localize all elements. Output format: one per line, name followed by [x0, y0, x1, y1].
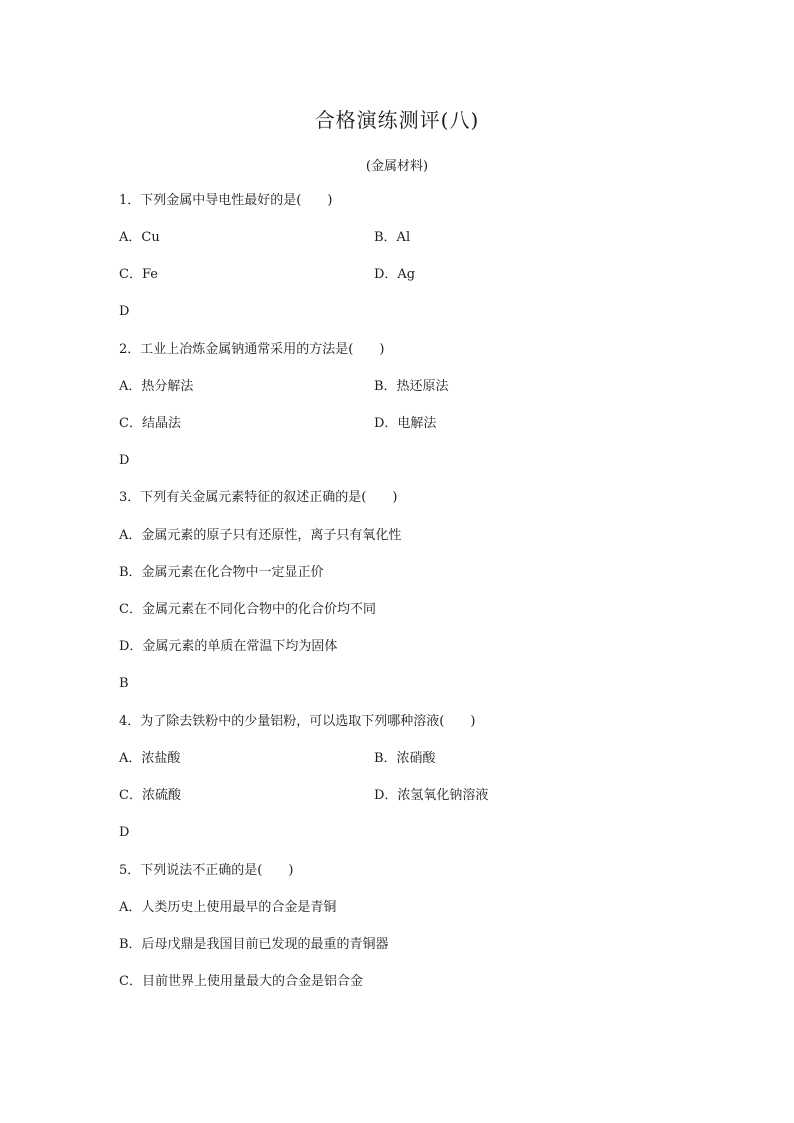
question-3-option-a: A．金属元素的原子只有还原性，离子只有氧化性 — [119, 528, 402, 543]
question-4-option-b: B．浓硝酸 — [374, 751, 436, 766]
question-4-answer: D — [119, 825, 130, 840]
question-3-answer: B — [119, 676, 129, 691]
question-2-answer: D — [119, 453, 130, 468]
page-title: 合格演练测评(八) — [314, 108, 480, 132]
question-1-option-b: B．Al — [374, 230, 411, 245]
question-2-stem: 2．工业上冶炼金属钠通常采用的方法是( ) — [119, 342, 385, 357]
question-2-option-c: C．结晶法 — [119, 416, 181, 431]
question-5-option-b: B．后母戊鼎是我国目前已发现的最重的青铜器 — [119, 937, 389, 952]
question-4-option-c: C．浓硫酸 — [119, 788, 181, 803]
question-1-answer: D — [119, 304, 130, 319]
question-1-option-a: A．Cu — [119, 230, 160, 245]
question-4-option-a: A．浓盐酸 — [119, 751, 181, 766]
question-5-stem: 5．下列说法不正确的是( ) — [119, 863, 294, 878]
question-1-stem: 1．下列金属中导电性最好的是( ) — [119, 193, 333, 208]
page-subtitle: (金属材料) — [365, 159, 429, 174]
question-1-option-d: D．Ag — [374, 267, 416, 282]
question-2-option-d: D．电解法 — [374, 416, 437, 431]
question-2-option-b: B．热还原法 — [374, 379, 449, 394]
question-4-stem: 4．为了除去铁粉中的少量铝粉，可以选取下列哪种溶液( ) — [119, 714, 476, 729]
question-3-stem: 3．下列有关金属元素特征的叙述正确的是( ) — [119, 490, 398, 505]
question-3-option-c: C．金属元素在不同化合物中的化合价均不同 — [119, 602, 376, 617]
question-3-option-b: B．金属元素在化合物中一定显正价 — [119, 565, 324, 580]
question-1-option-c: C．Fe — [119, 267, 158, 282]
question-5-option-a: A．人类历史上使用最早的合金是青铜 — [119, 900, 337, 915]
question-4-option-d: D．浓氢氧化钠溶液 — [374, 788, 489, 803]
question-5-option-c: C．目前世界上使用量最大的合金是铝合金 — [119, 974, 363, 989]
question-3-option-d: D．金属元素的单质在常温下均为固体 — [119, 639, 338, 654]
question-2-option-a: A．热分解法 — [119, 379, 194, 394]
